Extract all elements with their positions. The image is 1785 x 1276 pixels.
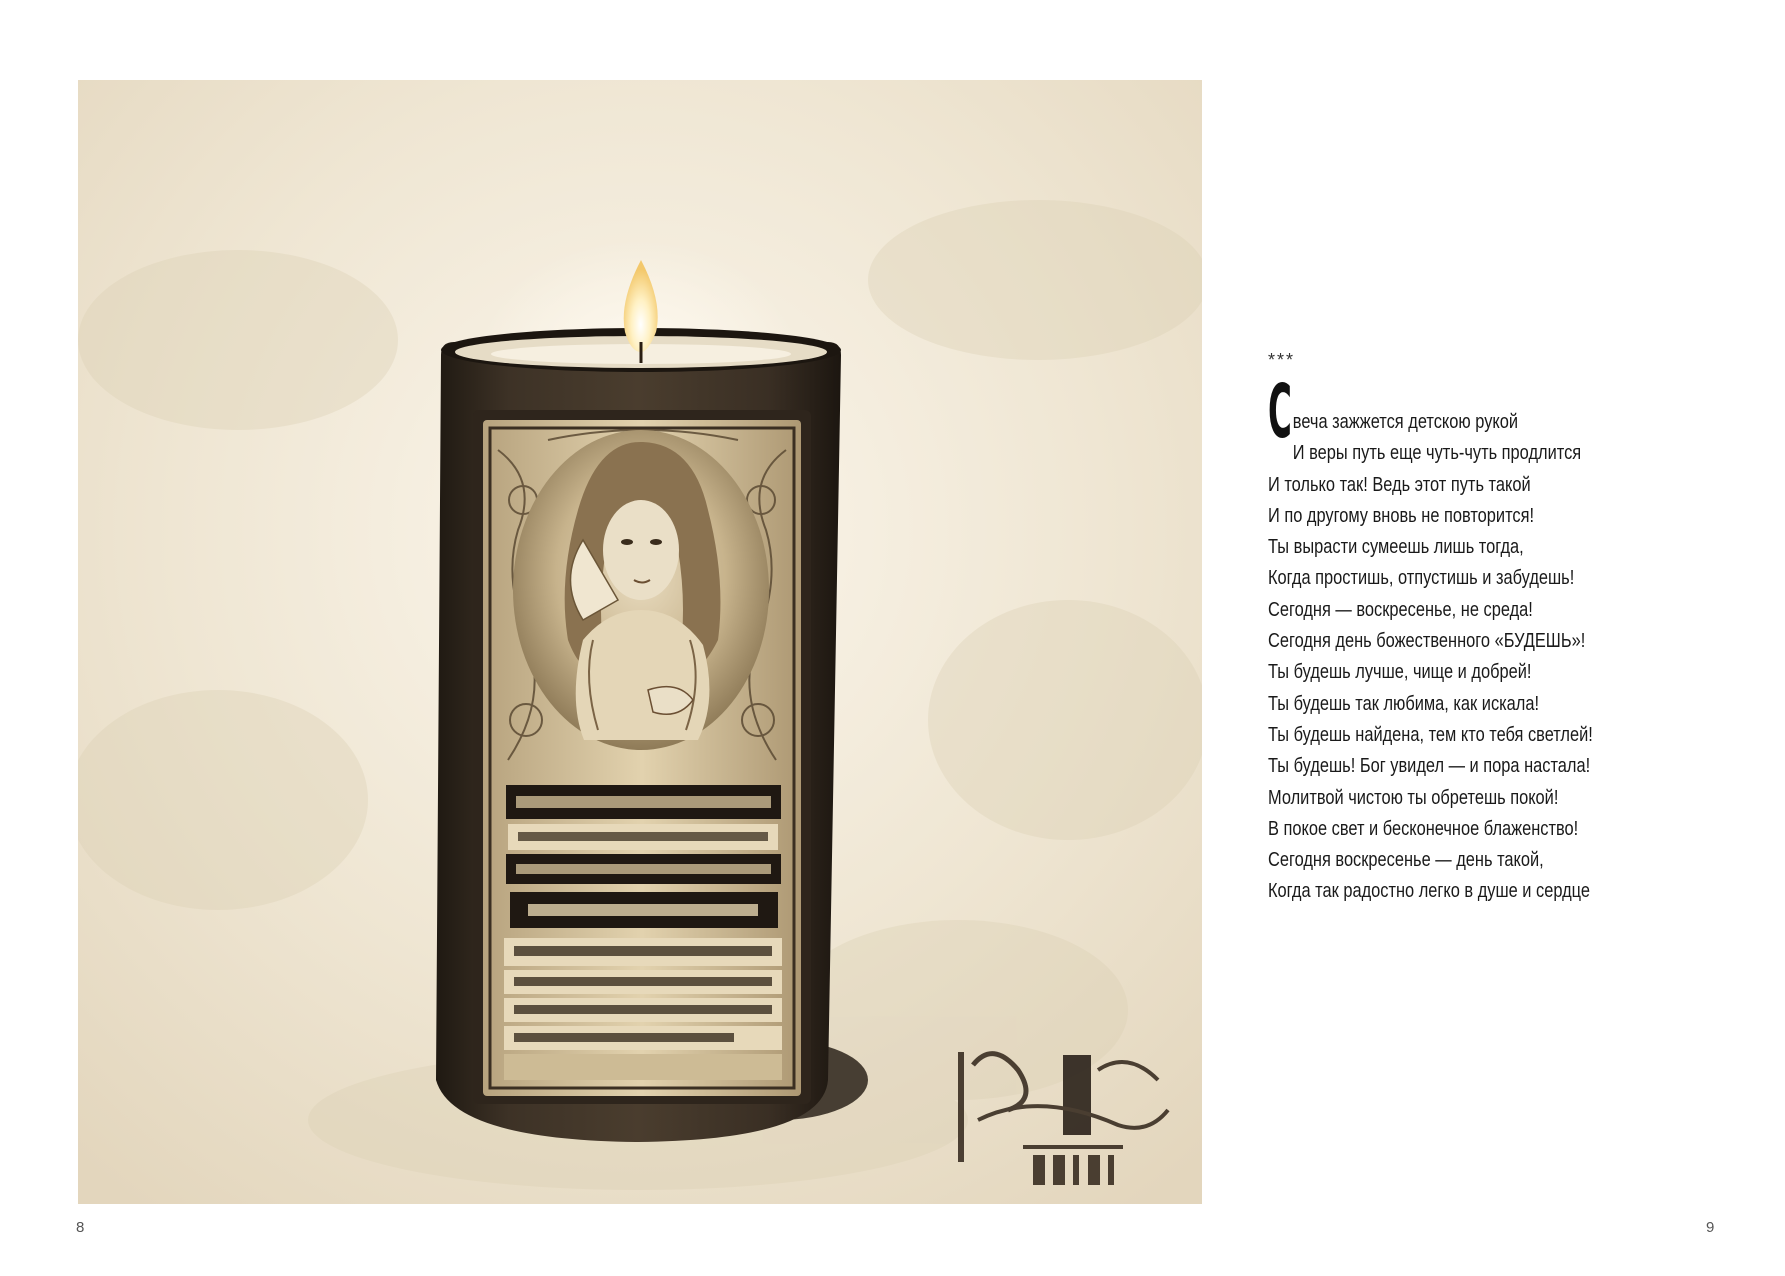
poem-line: Ты будешь так любима, как искала! [1268, 691, 1540, 715]
poem-line: Когда простишь, отпустишь и забудешь! [1268, 566, 1575, 590]
poem-line: Сегодня — воскресенье, не среда! [1268, 597, 1533, 621]
candle-illustration [78, 80, 1202, 1204]
poem-separator: *** [1268, 350, 1296, 370]
poem-lines [1268, 369, 1748, 907]
poem-line: Когда так радостно легко в душе и сердце [1268, 879, 1590, 903]
poem-line: В покое свет и бесконечное блаженство! [1268, 816, 1579, 840]
page-number-left: 8 [76, 1219, 85, 1236]
poem-drop-cap: С [1268, 369, 1292, 455]
poem [1268, 350, 1748, 907]
poem-line: Молитвой чистою ты обретешь покой! [1268, 785, 1559, 809]
candle-image [78, 80, 1202, 1204]
poem-line: И веры путь еще чуть-чуть продлится [1292, 441, 1582, 465]
poem-line: Сегодня день божественного «БУДЕШЬ»! [1268, 629, 1586, 653]
portrait-figure [565, 442, 721, 740]
poem-line: Ты будешь! Бог увидел — и пора настала! [1268, 754, 1591, 778]
page-number-right: 9 [1706, 1219, 1715, 1236]
poem-line: Сегодня воскресенье — день такой, [1268, 848, 1544, 872]
poem-line: Ты будешь найдена, тем кто тебя светлей! [1268, 722, 1593, 746]
poem-line: веча зажжется детскою рукой [1292, 410, 1519, 433]
poem-line: Ты будешь лучше, чище и добрей! [1268, 660, 1532, 684]
poem-line: И по другому вновь не повторится! [1268, 503, 1535, 527]
poem-line: И только так! Ведь этот путь такой [1268, 472, 1531, 496]
poem-line: Ты вырасти сумеешь лишь тогда, [1268, 535, 1524, 559]
